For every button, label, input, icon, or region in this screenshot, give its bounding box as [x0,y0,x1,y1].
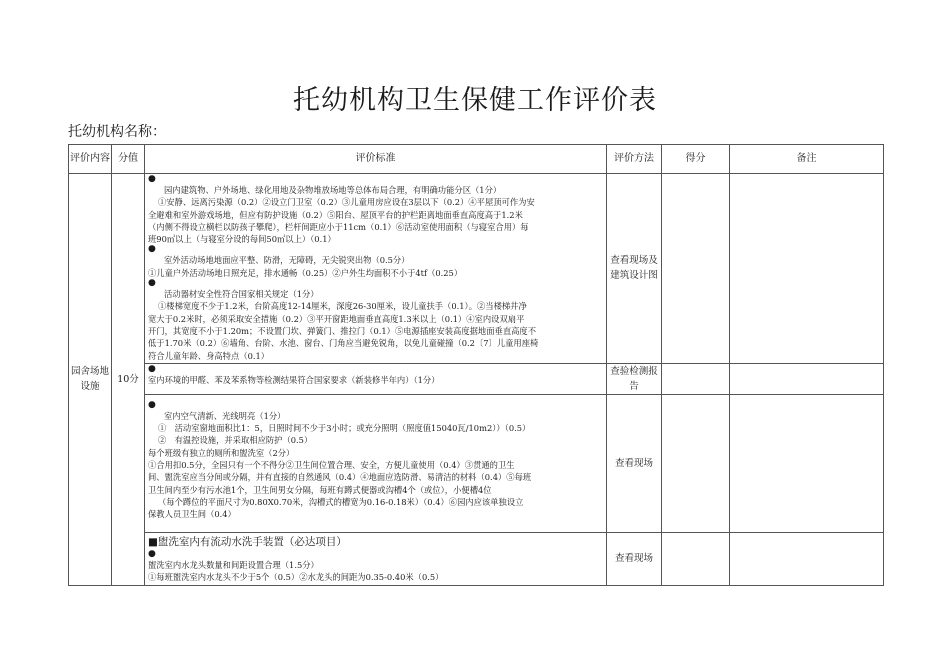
category-cell: 园舍场地设施 [69,174,112,586]
criteria-line: ① 活动室窗地面积比1：5，日照时间不少于3小时；或充分照明（照度值15040瓦/10m2））（0.5） [158,423,531,434]
org-name-label: 托幼机构名称： [68,124,166,140]
criteria-cell [145,532,607,585]
method-cell: 查看现场 [607,532,662,585]
criteria-line: 宽大于0.2米时，必须采取安全措施（0.2）③平开窗距地面垂直高度1.3米以上（0.1）④室内设双扇平 [148,313,525,324]
criteria-cell [145,394,607,532]
criteria-line: ①安静、远离污染源（0.2）②设立门卫室（0.2）③儿童用房应设在3层以下（0.2）④平屋顶可作为安 [158,197,535,208]
criteria-line: 园内建筑物、户外场地、绿化用地及杂物堆放场地等总体布局合理，有明确功能分区（1分） [164,185,502,195]
criteria-line: 全避难和室外游戏场地，但应有防护设施（0.2）⑤阳台、屋顶平台的护栏距离地面垂直高度高于1.2米 [148,209,523,220]
criteria-line: 室外活动场地地面应平整、防滑，无障碍，无尖锐突出物（0.5分） [164,255,410,266]
evaluation-table [68,144,884,586]
criteria-line: 室内空气清新、光线明亮（1分） [164,410,286,421]
bullet-icon: ● [148,364,156,374]
bullet-icon: ● [148,245,156,255]
criteria-line: ② 有温控设施，并采取相应防护（0.5） [158,435,313,446]
bullet-icon: ● [148,549,156,559]
obtained-score-cell [662,394,730,532]
criteria-line: 保教人员卫生间（0.4） [148,509,236,520]
remarks-cell [730,532,884,585]
criteria-line: ①楼梯宽度不少于1.2米，台阶高度12-14厘米，深度26-30厘米，设儿童扶手（0.1）。②当楼梯井净 [158,301,527,312]
header-remarks: 备注 [730,145,884,174]
table-row [69,174,884,364]
criteria-line: 卫生间内至少有污水池1个，卫生间男女分隔，每班有蹲式便器或沟槽4个（或位），小便槽4位 [148,484,492,495]
criteria-line: 盥洗室内水龙头数量和间距设置合理（1.5分） [148,559,319,570]
table-row [69,394,884,532]
criteria-line: 低于1.70米（0.2）⑥墙角、台阶、水池、窗台、门角应当避免锐角，以免儿童碰撞（0.2〔7〕儿童用座椅 [148,338,539,349]
criteria-line: 班90㎡以上（与寝室分设的每间50㎡以上）（0.1） [148,234,336,245]
method-cell: 查看现场 [607,394,662,532]
header-criteria: 评价标准 [145,145,607,174]
header-method: 评价方法 [607,145,662,174]
remarks-cell [730,394,884,532]
remarks-cell [730,174,884,364]
criteria-line: 每个班级有独立的厕所和盥洗室（2分） [148,447,295,458]
criteria-line: （每个蹲位的平面尺寸为0.80X0.70米，沟槽式的槽宽为0.16-0.18米）（0.4）⑥园内应该单独设立 [158,496,524,507]
criteria-line: 室内环境的甲醛、苯及苯系物等检测结果符合国家要求（新装修半年内）（1分） [148,374,440,385]
criteria-line: ①儿童户外活动场地日照充足，排水通畅（0.25）②户外生均面积不小于4tf（0.25） [148,267,463,278]
criteria-line: 间、盥洗室应当分间或分隔，并有直接的自然通风（0.4）④地面应选防滑、易清洁的材料（0.4）⑤每班 [148,472,532,483]
score-cell: 10分 [112,174,145,586]
obtained-score-cell [662,363,730,394]
criteria-line: 开门，其宽度不小于1.20m；不设置门坎、弹簧门、推拉门（0.1）⑤电源插座安装高度据地面垂直高度不 [148,325,537,336]
bullet-icon: ● [148,175,156,184]
header-content: 评价内容 [69,145,112,174]
obtained-score-cell [662,174,730,364]
page-title: 托幼机构卫生保健工作评价表 [293,85,657,116]
bullet-icon: ● [148,279,156,289]
header-obtained: 得分 [662,145,730,174]
criteria-cell [145,174,607,364]
obtained-score-cell [662,532,730,585]
criteria-cell [145,363,607,394]
table-row [69,532,884,585]
required-item: ■盥洗室内有流动水洗手装置（必达项目） [148,535,347,548]
table-row [69,363,884,394]
method-cell: 查验检测报告 [607,363,662,394]
bullet-icon: ● [148,400,156,410]
criteria-line: ①合用扣0.5分，全园只有一个不得分②卫生间位置合理、安全，方便儿童使用（0.4）③贯通的卫生 [148,460,515,471]
header-score: 分值 [112,145,145,174]
remarks-cell [730,363,884,394]
criteria-line: （内侧不得设立横栏以防孩子攀爬），栏杆间距应小于11cm（0.1）⑥活动室使用面积（与寝室合用）每 [148,221,529,232]
table-header-row [69,145,884,174]
criteria-line: 符合儿童年龄、身高特点（0.1） [148,350,270,361]
criteria-line: ①每班盥洗室内水龙头不少于5个（0.5）②水龙头的间距为0.35-0.40米（0.5） [148,572,444,583]
criteria-line: 活动器材安全性符合国家相关规定（1分） [164,289,319,300]
method-cell: 查看现场及建筑设计图 [607,174,662,364]
